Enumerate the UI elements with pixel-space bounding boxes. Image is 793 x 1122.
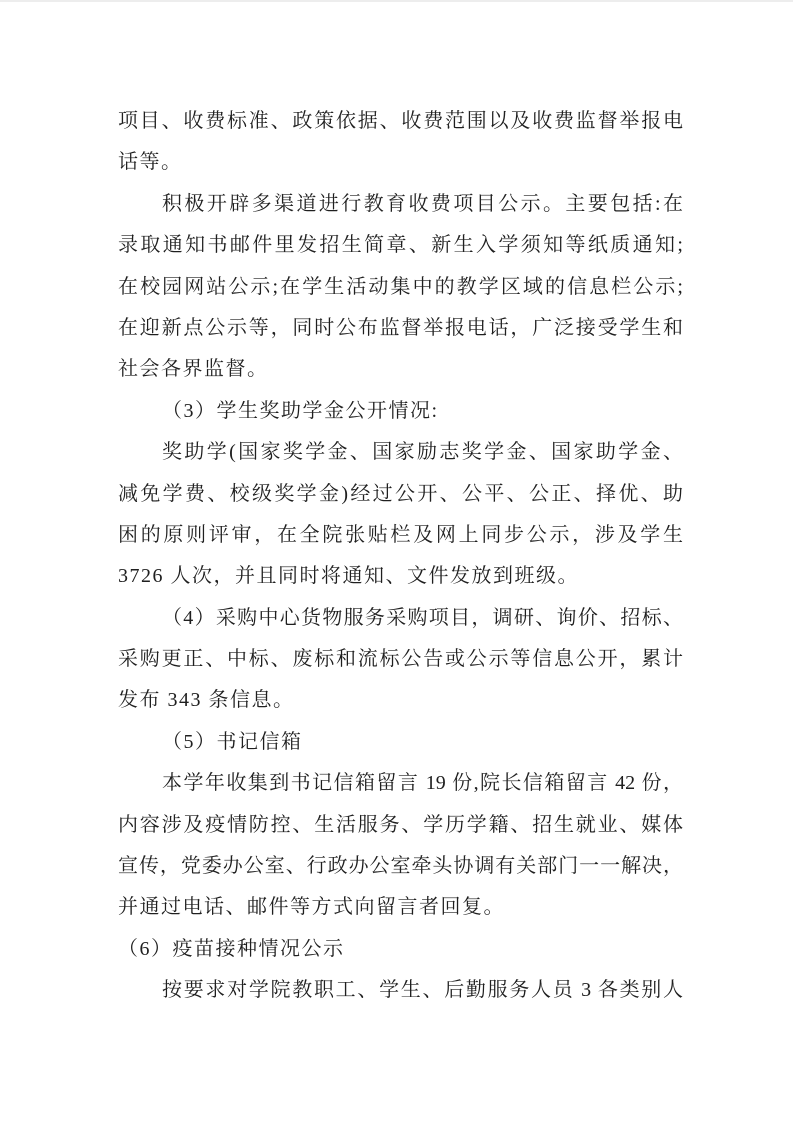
text-line: 3726 人次，并且同时将通知、文件发放到班级。 [118,565,579,588]
text-line: （3）学生奖助学金公开情况: [162,399,439,422]
text-line: （5）书记信箱 [162,730,303,753]
text-line: 项目、收费标准、政策依据、收费范围以及收费监督举报电 [118,110,683,132]
text-line: 困的原则评审，在全院张贴栏及网上同步公示，涉及学生 [118,523,683,546]
text-line: 宣传，党委办公室、行政办公室牵头协调有关部门一一解决， [118,855,683,878]
paragraph [118,184,683,391]
text-line: 本学年收集到书记信箱留言 19 份,院长信箱留言 42 份， [162,772,683,795]
text-line: 在迎新点公示等，同时公布监督举报电话，广泛接受学生和 [118,316,683,339]
text-line: 在校园网站公示;在学生活动集中的教学区域的信息栏公示; [118,275,683,298]
text-line: 发布 343 条信息。 [118,689,295,712]
text-line: 话等。 [118,151,183,174]
text-line: 减免学费、校级奖学金)经过公开、公平、公正、择优、助 [118,482,683,505]
text-line: 内容涉及疫情防控、生活服务、学历学籍、招生就业、媒体 [118,813,683,836]
text-line: 社会各界监督。 [118,358,269,381]
text-line: （4）采购中心货物服务采购项目，调研、询价、招标、 [162,606,683,629]
paragraph [118,970,683,1011]
text-line: 并通过电话、邮件等方式向留言者回复。 [118,896,505,919]
paragraph [118,101,683,184]
paragraph [118,432,683,598]
paragraph [118,598,683,722]
paragraph [118,722,683,763]
paragraph [118,763,683,929]
text-line: 录取通知书邮件里发招生简章、新生入学须知等纸质通知; [118,234,683,257]
page-top-edge [0,0,793,2]
paragraph [118,929,683,970]
text-line: 采购更正、中标、废标和流标公告或公示等信息公开，累计 [118,648,683,671]
text-line: （6）疫苗接种情况公示 [118,937,345,960]
text-line: 按要求对学院教职工、学生、后勤服务人员 3 各类别人 [162,979,683,1002]
text-line: 奖助学(国家奖学金、国家励志奖学金、国家助学金、 [162,441,683,464]
paragraph [118,391,683,432]
document-content [118,101,683,1012]
text-line: 积极开辟多渠道进行教育收费项目公示。主要包括:在 [162,192,683,215]
